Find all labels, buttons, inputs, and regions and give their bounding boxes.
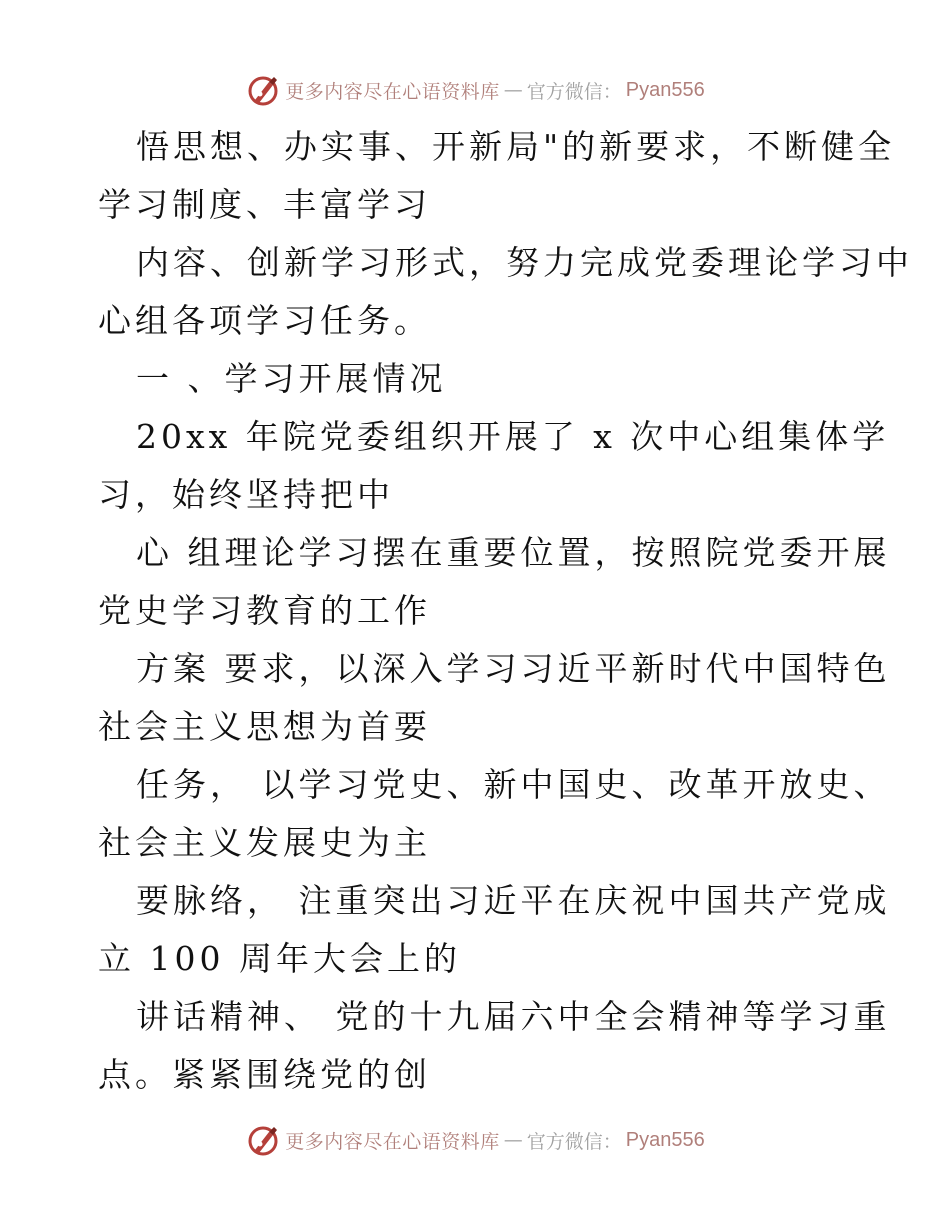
body-line-2: 学习制度、丰富学习: [98, 185, 431, 224]
body-line-9: 党史学习教育的工作: [98, 591, 431, 630]
header-wechat-label: 官方微信：: [526, 80, 622, 103]
body-line-3: 内容、创新学习形式，努力完成党委理论学习中: [136, 243, 913, 282]
pen-logo-icon: [245, 72, 281, 108]
body-line-7: 习，始终坚持把中: [98, 475, 394, 514]
footer-banner-text: 更多内容尽在心语资料库: [285, 1130, 500, 1153]
body-line-11: 社会主义思想为首要: [98, 707, 431, 746]
section-heading: 一 、学习开展情况: [136, 359, 447, 398]
body-line-16: 讲话精神、 党的十九届六中全会精神等学习重: [136, 997, 891, 1036]
pen-logo-icon: [245, 1122, 281, 1158]
body-line-17: 点。紧紧围绕党的创: [98, 1055, 431, 1094]
body-line-13: 社会主义发展史为主: [98, 823, 431, 862]
header-banner-separator: —: [503, 79, 523, 101]
header-wechat-id: Pyan556: [625, 78, 705, 101]
body-line-15: 立 100 周年大会上的: [98, 939, 461, 978]
footer-banner-separator: —: [503, 1129, 523, 1151]
body-line-8: 心 组理论学习摆在重要位置，按照院党委开展: [136, 533, 891, 572]
footer-wechat-id: Pyan556: [625, 1128, 705, 1151]
body-line-10: 方案 要求，以深入学习习近平新时代中国特色: [136, 649, 891, 688]
footer-wechat-label: 官方微信：: [526, 1130, 622, 1153]
header-banner-text: 更多内容尽在心语资料库: [285, 80, 500, 103]
body-line-14: 要脉络， 注重突出习近平在庆祝中国共产党成: [136, 881, 891, 920]
body-line-1: 悟思想、办实事、开新局"的新要求，不断健全: [136, 127, 896, 166]
body-line-12: 任务， 以学习党史、新中国史、改革开放史、: [136, 765, 891, 804]
body-line-6: 20xx 年院党委组织开展了 x 次中心组集体学: [136, 417, 890, 456]
body-line-4: 心组各项学习任务。: [98, 301, 431, 340]
document-body: [98, 118, 913, 1104]
header-watermark-banner: [0, 70, 950, 110]
footer-watermark-banner: [0, 1120, 950, 1160]
